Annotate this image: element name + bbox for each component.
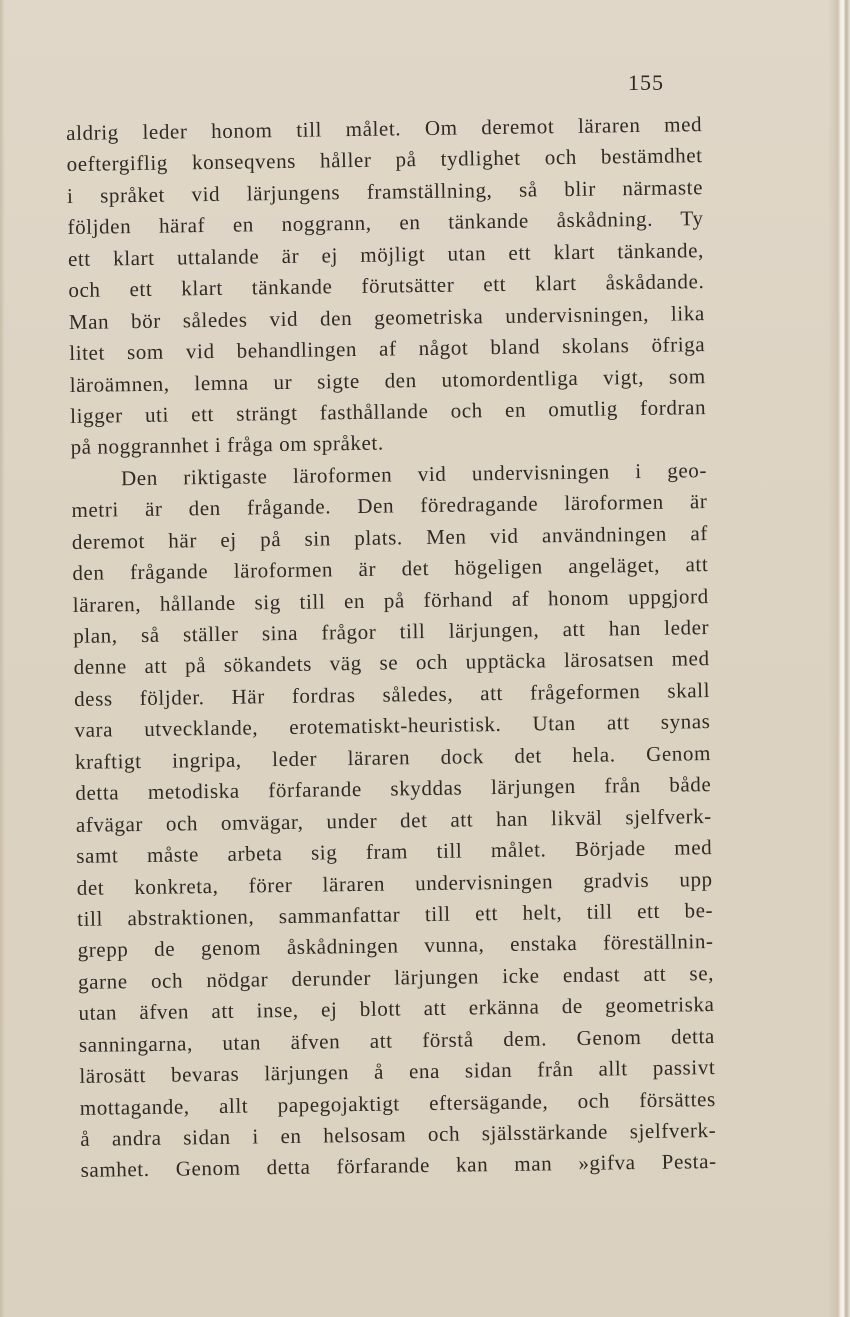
- text-line: samt måste arbeta sig fram till målet. Började med: [76, 835, 713, 868]
- text-line: och ett klart tänkande förutsätter ett klart åskådande.: [68, 269, 705, 303]
- text-line: oeftergiflig konseqvens håller på tydlighet och bestämdhet: [66, 143, 703, 177]
- text-line: litet som vid behandlingen af något bland skolans öfriga: [69, 332, 706, 366]
- text-line: på noggrannhet i fråga om språket.: [70, 430, 384, 460]
- text-line: ett klart uttalande är ej möjligt utan ett klart tänkande,: [67, 237, 705, 271]
- text-line: mottagande, allt papegojaktigt eftersägande, och försättes: [79, 1086, 716, 1120]
- text-line: utan äfven att inse, ej blott att erkänna de geometriska: [78, 992, 715, 1026]
- text-line: detta metodiska förfarande skyddas lärjungen från både: [75, 772, 712, 806]
- text-line: läroämnen, lemna ur sigte den utomordentliga vigt, som: [69, 363, 706, 397]
- text-line: Den riktigaste läroformen vid undervisningen i geo-: [120, 457, 708, 491]
- text-line: det konkreta, förer läraren undervisningen gradvis upp: [76, 866, 713, 900]
- text-line: samhet. Genom detta förfarande kan man »gifva Pesta-: [80, 1149, 717, 1183]
- text-line: vara utvecklande, erotematiskt-heuristisk. Utan att synas: [74, 709, 711, 743]
- text-line: afvägar och omvägar, under det att han likväl sjelfverk-: [75, 803, 712, 837]
- text-line: i språket vid lärjungens framställning, så blir närmaste: [66, 174, 704, 208]
- text-line: lärosätt bevaras lärjungen å ena sidan från allt passivt: [79, 1055, 716, 1089]
- text-line: kraftigt ingripa, leder läraren dock det hela. Genom: [74, 740, 712, 774]
- page-right-edge: [828, 0, 850, 1317]
- text-line: plan, så ställer sina frågor till lärjungen, att han leder: [73, 615, 710, 648]
- text-line: läraren, hållande sig till en på förhand af honom uppgjord: [72, 583, 709, 617]
- text-line: garne och nödgar derunder lärjungen icke endast att se,: [77, 960, 715, 994]
- text-line: metri är den frågande. Den föredragande läroformen är: [71, 489, 708, 523]
- text-line: till abstraktionen, sammanfattar till ett helt, till ett be-: [77, 897, 714, 931]
- page-number: 155: [628, 70, 664, 95]
- text-line: deremot här ej på sin plats. Men vid användningen af: [71, 520, 709, 554]
- text-line: ligger uti ett strängt fasthållande och en omutlig fordran: [69, 395, 707, 428]
- text-line: aldrig leder honom till målet. Om deremot läraren med: [66, 112, 703, 145]
- text-line: den frågande läroformen är det högeligen angeläget, att: [72, 552, 709, 586]
- text-line: dess följder. Här fordras således, att frågeformen skall: [73, 677, 711, 711]
- body-text: [66, 109, 717, 1187]
- text-line: denne att på sökandets väg se och upptäcka lärosatsen med: [73, 646, 710, 680]
- text-line: grepp de genom åskådningen vunna, enstaka föreställnin-: [77, 929, 714, 963]
- text-line: Man bör således vid den geometriska undervisningen, lika: [68, 300, 705, 334]
- text-line: följden häraf en noggrann, en tänkande åskådning. Ty: [67, 206, 704, 240]
- text-line: sanningarna, utan äfven att förstå dem. Genom detta: [78, 1023, 716, 1057]
- text-line: å andra sidan i en helsosam och själsstärkande sjelfverk-: [80, 1118, 717, 1151]
- page-left-edge: [0, 0, 5, 1317]
